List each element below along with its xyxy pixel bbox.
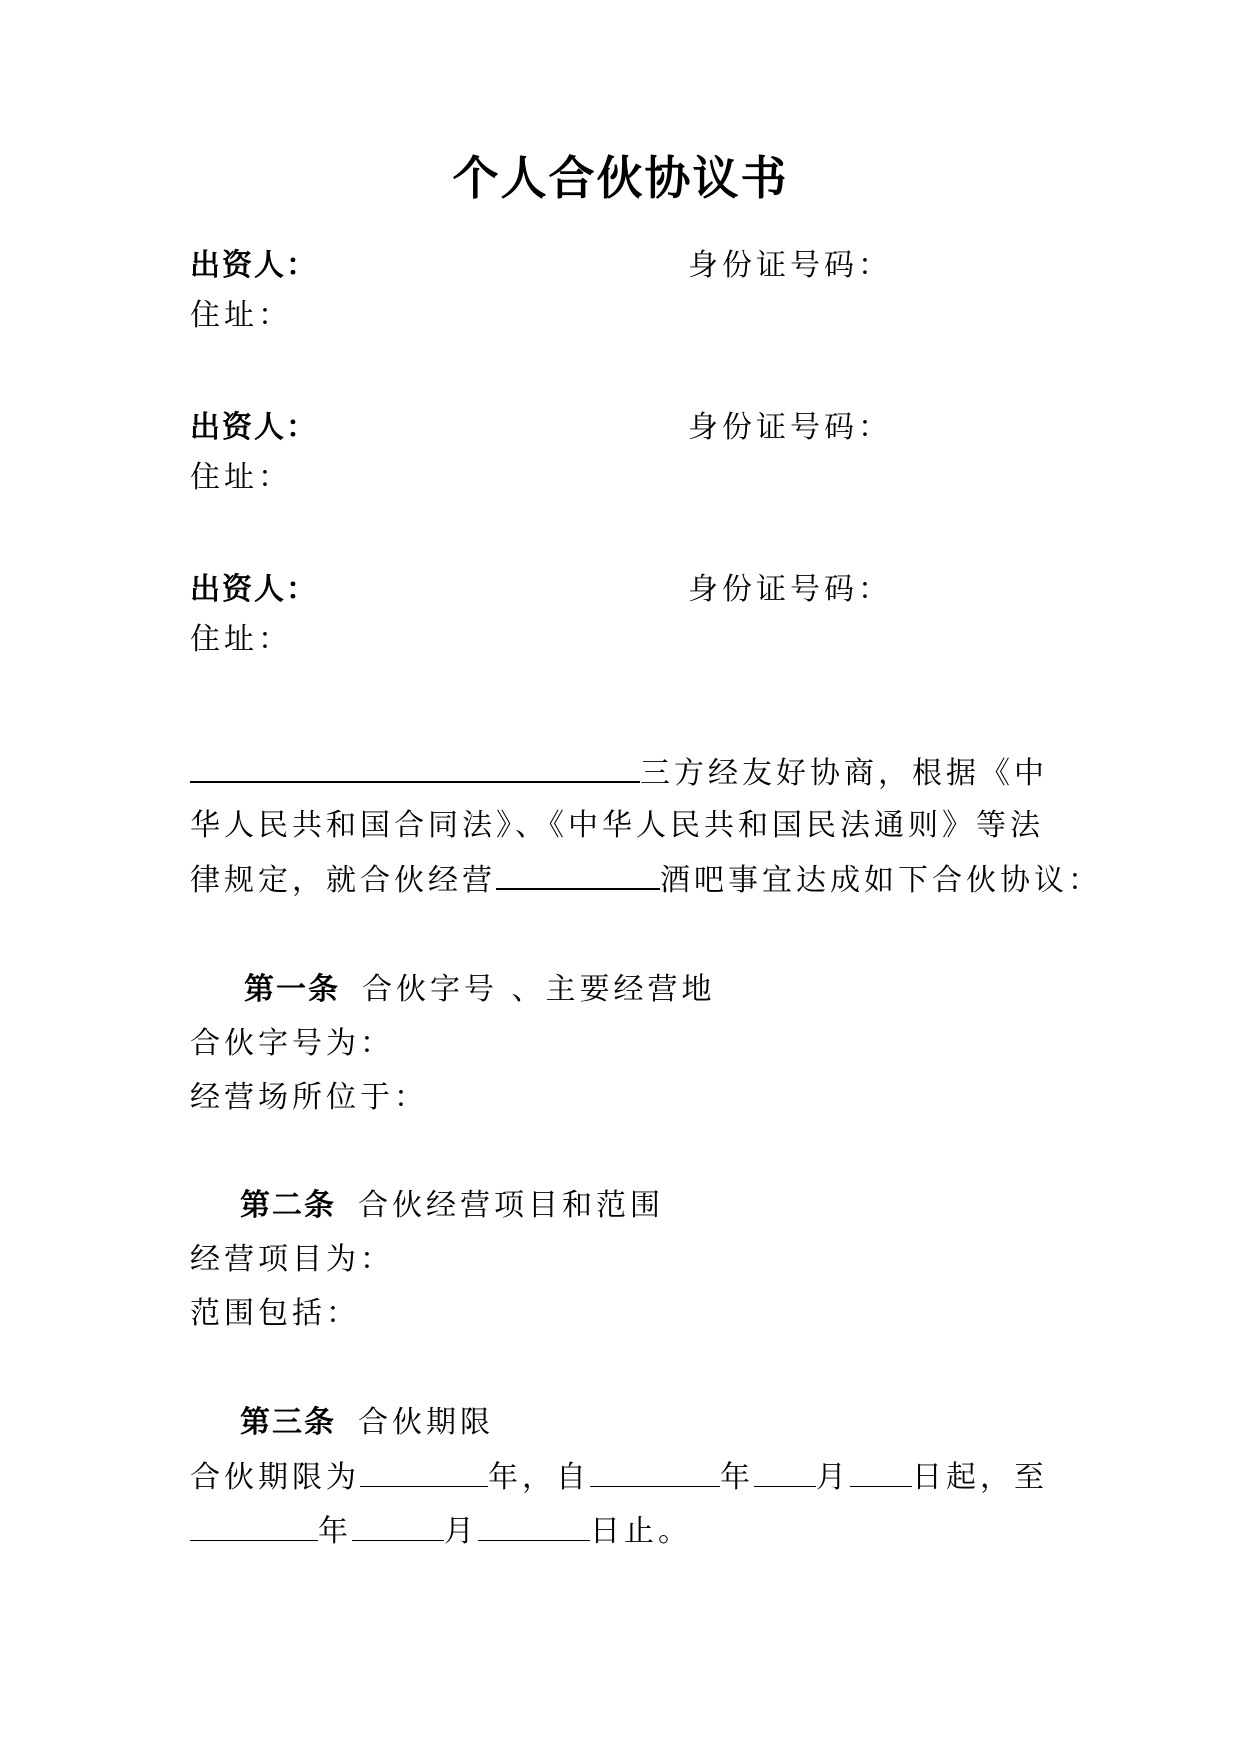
term-text-8: 日止。	[590, 1514, 692, 1549]
term-text-1: 合伙期限为	[190, 1460, 360, 1495]
article-3-term-line-2	[190, 1512, 692, 1552]
party-1-address-label: 住址：	[190, 298, 292, 333]
article-3-heading	[240, 1403, 494, 1443]
party-3-id-label: 身份证号码：	[688, 572, 892, 607]
article-3-number: 第三条	[240, 1405, 336, 1440]
start-year-blank	[590, 1460, 720, 1487]
bar-name-blank	[496, 860, 660, 890]
party-1-id-label: 身份证号码：	[688, 248, 892, 283]
term-text-6: 年	[318, 1514, 352, 1549]
document-title: 个人合伙协议书	[452, 151, 789, 205]
party-3-address-label: 住址：	[190, 622, 292, 657]
article-2-number: 第二条	[240, 1188, 336, 1223]
party-2-investor-label: 出资人：	[190, 410, 318, 445]
end-year-blank	[190, 1514, 318, 1541]
preamble-line-3-text-b: 酒吧事宜达成如下合伙协议：	[660, 863, 1102, 898]
party-2-address-label: 住址：	[190, 460, 292, 495]
start-day-blank	[850, 1460, 912, 1487]
article-3-term-line-1	[190, 1458, 1048, 1498]
article-1-title: 合伙字号 、主要经营地	[362, 972, 716, 1007]
article-1-line-2: 经营场所位于：	[190, 1080, 428, 1115]
article-2-line-2: 范围包括：	[190, 1296, 360, 1331]
end-month-blank	[352, 1514, 444, 1541]
parties-names-blank	[190, 753, 640, 783]
preamble-line-3	[190, 860, 1102, 901]
end-day-blank	[478, 1514, 590, 1541]
article-1-line-1: 合伙字号为：	[190, 1026, 394, 1061]
preamble-line-1-text: 三方经友好协商，根据《中	[640, 756, 1048, 791]
preamble-line-1	[190, 753, 1048, 794]
article-1-number: 第一条	[244, 972, 340, 1007]
term-text-7: 月	[444, 1514, 478, 1549]
article-1-heading	[244, 970, 716, 1010]
article-2-line-1: 经营项目为：	[190, 1242, 394, 1277]
article-3-title: 合伙期限	[358, 1405, 494, 1440]
party-2-id-label: 身份证号码：	[688, 410, 892, 445]
party-3-investor-label: 出资人：	[190, 572, 318, 607]
preamble-line-2: 华人民共和国合同法》、《中华人民共和国民法通则》等法	[190, 808, 1044, 843]
start-month-blank	[754, 1460, 816, 1487]
party-1-investor-label: 出资人：	[190, 248, 318, 283]
term-text-3: 年	[720, 1460, 754, 1495]
term-years-blank	[360, 1460, 488, 1487]
term-text-5: 日起，至	[912, 1460, 1048, 1495]
preamble-line-3-text-a: 律规定，就合伙经营	[190, 863, 496, 898]
term-text-2: 年，自	[488, 1460, 590, 1495]
term-text-4: 月	[816, 1460, 850, 1495]
article-2-title: 合伙经营项目和范围	[358, 1188, 664, 1223]
article-2-heading	[240, 1186, 664, 1226]
